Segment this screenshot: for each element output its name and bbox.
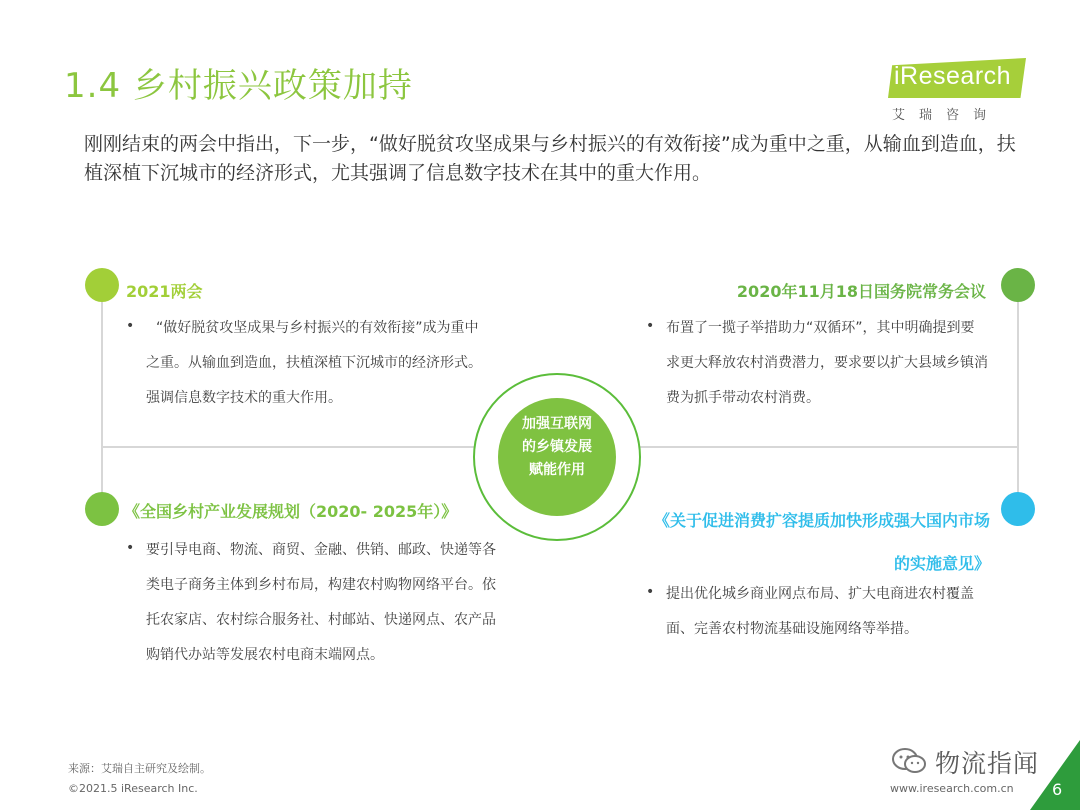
iresearch-logo bbox=[888, 54, 1028, 124]
logo-text: iResearch bbox=[894, 62, 1012, 90]
center-text-line: 加强互联网 bbox=[522, 416, 592, 432]
bullet: • bbox=[646, 318, 655, 334]
source-note: 来源：艾瑞自主研究及绘制。 bbox=[68, 762, 211, 775]
right-vertical-line bbox=[1017, 300, 1019, 510]
section-title-consumption-opinion: 《关于促进消费扩容提质加快形成强大国内市场的实施意见》 bbox=[653, 511, 990, 573]
left-vertical-line bbox=[101, 300, 103, 510]
intro-paragraph: 刚刚结束的两会中指出，下一步，“做好脱贫攻坚成果与乡村振兴的有效衔接”成为重中之重，从输血到造血，扶植深植下沉城市的经济形式，尤其强调了信息数字技术在其中的重大作用。 bbox=[84, 133, 1016, 184]
section-body-rural-plan: 要引导电商、物流、商贸、金融、供销、邮政、快递等各类电子商务主体到乡村布局，构建农村购物网络平台。依托农家店、农村综合服务社、村邮站、快递网点、农产品购销代办站等发展农村电商末端网点。 bbox=[146, 542, 496, 663]
watermark-text: 物流指闻 bbox=[935, 749, 1040, 778]
section-dot-rural-plan bbox=[85, 492, 119, 526]
bullet: • bbox=[126, 318, 135, 334]
website-url: www.iresearch.com.cn bbox=[890, 782, 1014, 795]
page-number: 6 bbox=[1052, 780, 1063, 799]
center-text-line: 的乡镇发展 bbox=[522, 439, 592, 455]
page-title: 1.4 乡村振兴政策加持 bbox=[64, 66, 413, 106]
center-text-line: 赋能作用 bbox=[529, 462, 585, 478]
copyright: ©2021.5 iResearch Inc. bbox=[68, 782, 198, 795]
section-title-state-council: 2020年11月18日国务院常务会议 bbox=[736, 282, 986, 301]
bullet: • bbox=[646, 584, 655, 600]
wechat-icon bbox=[890, 746, 930, 776]
section-dot-2021-lianghui bbox=[85, 268, 119, 302]
section-body-state-council: 布置了一揽子举措助力“双循环”，其中明确提到要求更大释放农村消费潜力，要求要以扩大县域乡镇消费为抓手带动农村消费。 bbox=[666, 320, 988, 406]
center-circle-text bbox=[498, 413, 616, 482]
section-title-2021-lianghui: 2021两会 bbox=[126, 282, 203, 301]
section-dot-state-council bbox=[1001, 268, 1035, 302]
section-dot-consumption-opinion bbox=[1001, 492, 1035, 526]
bullet: • bbox=[126, 540, 135, 556]
logo-subtitle: 艾瑞咨询 bbox=[892, 108, 1001, 123]
section-body-2021-lianghui: “做好脱贫攻坚成果与乡村振兴的有效衔接”成为重中之重。从输血到造血，扶植深植下沉城市的经济形式。强调信息数字技术的重大作用。 bbox=[146, 320, 482, 406]
section-body-consumption-opinion: 提出优化城乡商业网点布局、扩大电商进农村覆盖面、完善农村物流基础设施网络等举措。 bbox=[666, 586, 974, 637]
section-title-rural-plan: 《全国乡村产业发展规划（2020- 2025年）》 bbox=[124, 502, 458, 521]
